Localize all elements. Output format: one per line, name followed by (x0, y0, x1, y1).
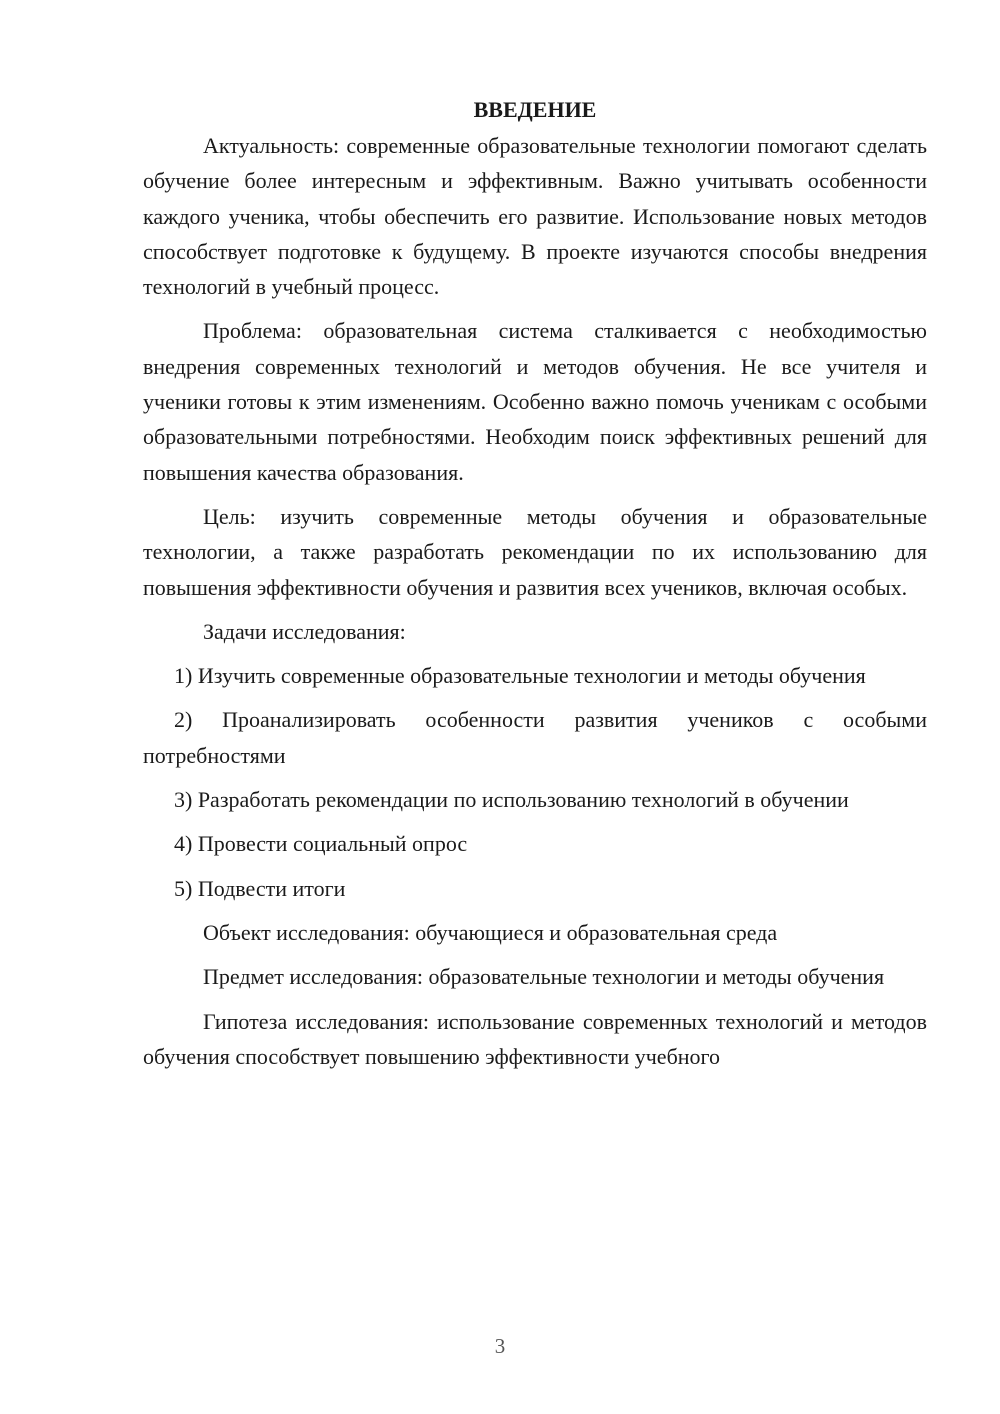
goal-paragraph: Цель: изучить современные методы обучения и образовательные технологии, а также разработать рекомендации по их использованию для повышения эффективности обучения и развития всех учеников, включая особых. (143, 503, 927, 600)
subject-paragraph: Предмет исследования: образовательные технологии и методы обучения (203, 964, 885, 990)
relevance-paragraph: Актуальность: современные образовательные технологии помогают сделать обучение более интересным и эффективным. Важно учитывать особенности каждого ученика, чтобы обеспечить его развитие. Использование новых методов способствует подготовке к будущему. В проекте изучаются способы внедрения технологий в учебный процесс. (143, 133, 927, 300)
task-item-1: 1) Изучить современные образовательные технологии и методы обучения (174, 663, 866, 689)
tasks-heading: Задачи исследования: (203, 618, 406, 644)
task-item-5: 5) Подвести итоги (174, 875, 346, 901)
task-item-4: 4) Провести социальный опрос (174, 831, 468, 857)
page-content (143, 92, 927, 1074)
task-item-3: 3) Разработать рекомендации по использованию технологий в обучении (174, 787, 849, 813)
task-item-2: 2) Проанализировать особенности развития учеников с особыми потребностями (143, 707, 927, 768)
section-title: ВВЕДЕНИЕ (473, 97, 597, 122)
object-paragraph: Объект исследования: обучающиеся и образовательная среда (203, 919, 778, 945)
problem-paragraph: Проблема: образовательная система сталкивается с необходимостью внедрения современных технологий и методов обучения. Не все учителя и ученики готовы к этим изменениям. Особенно важно помочь ученикам с особыми образовательными потребностями. Необходим поиск эффективных решений для повышения качества образования. (143, 318, 927, 485)
page-number: 3 (494, 1334, 506, 1358)
hypothesis-paragraph: Гипотеза исследования: использование современных технологий и методов обучения способствует повышению эффективности учебного (143, 1008, 927, 1069)
